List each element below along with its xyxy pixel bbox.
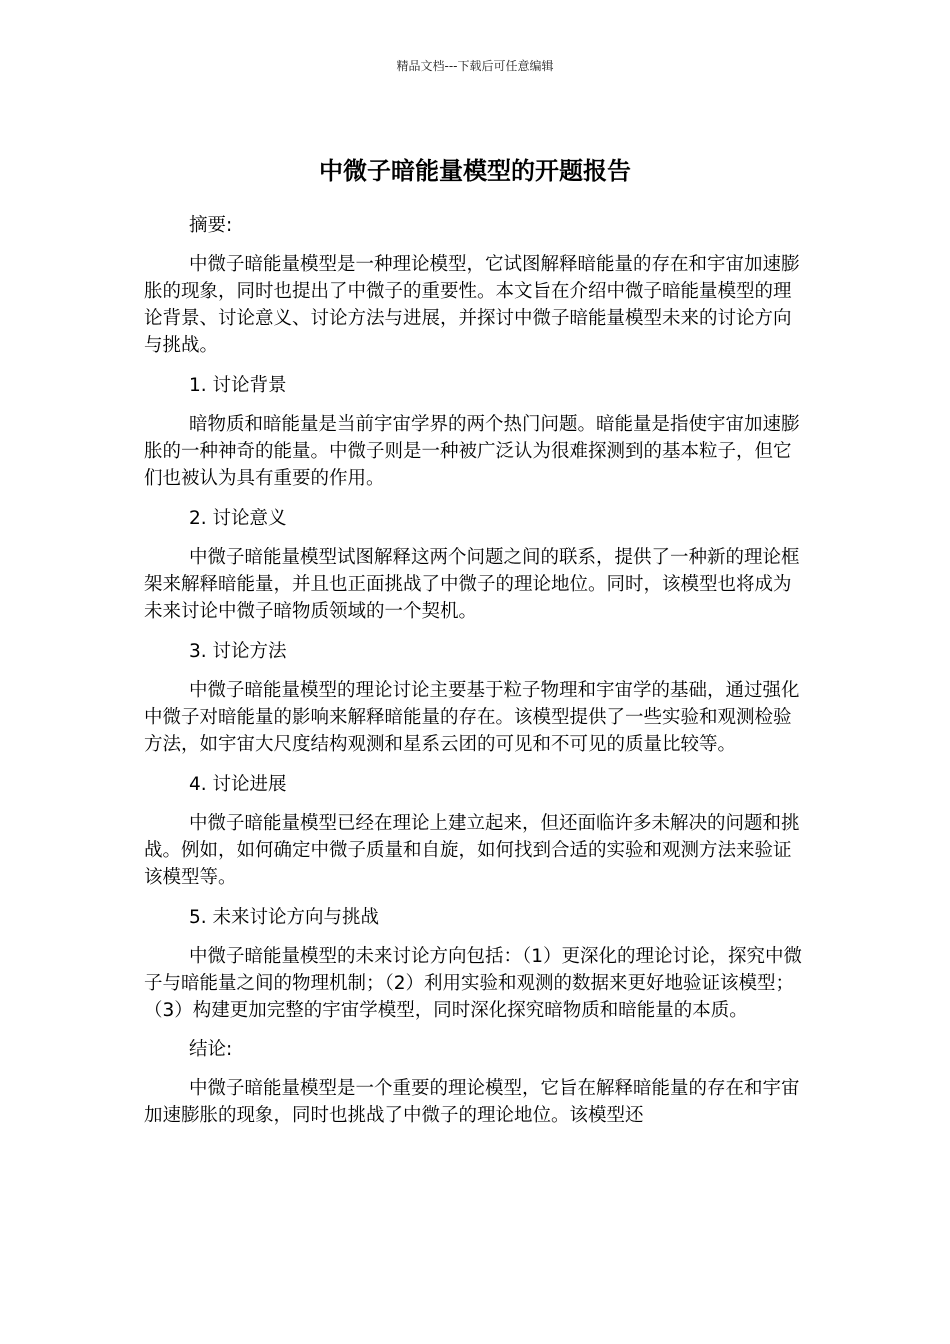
document-title: 中微子暗能量模型的开题报告 [319, 157, 631, 186]
conclusion-label: 结论: [189, 1039, 233, 1060]
abstract-label: 摘要: [189, 215, 233, 236]
section-heading-background: 1. 讨论背景 [189, 375, 287, 396]
section-paragraph-significance: 中微子暗能量模型试图解释这两个问题之间的联系，提供了一种新的理论框架来解释暗能量，并且也正面挑战了中微子的理论地位。同时，该模型也将成为未来讨论中微子暗物质领域的一个契机。 [144, 547, 800, 622]
section-paragraph-methods: 中微子暗能量模型的理论讨论主要基于粒子物理和宇宙学的基础，通过强化中微子对暗能量的影响来解释暗能量的存在。该模型提供了一些实验和观测检验方法，如宇宙大尺度结构观测和星系云团的可见和不可见的质量比较等。 [144, 680, 800, 755]
document-body [144, 212, 804, 1129]
section-heading-methods: 3. 讨论方法 [189, 641, 287, 662]
conclusion-paragraph: 中微子暗能量模型是一个重要的理论模型，它旨在解释暗能量的存在和宇宙加速膨胀的现象，同时也挑战了中微子的理论地位。该模型还 [144, 1078, 800, 1126]
section-heading-progress: 4. 讨论进展 [189, 774, 287, 795]
section-heading-significance: 2. 讨论意义 [189, 508, 287, 529]
section-paragraph-future: 中微子暗能量模型的未来讨论方向包括：（1）更深化的理论讨论，探究中微子与暗能量之间的物理机制；（2）利用实验和观测的数据来更好地验证该模型；（3）构建更加完整的宇宙学模型，同时深化探究暗物质和暗能量的本质。 [144, 946, 803, 1021]
header-note: 精品文档---下载后可任意编辑 [396, 59, 554, 73]
section-heading-future: 5. 未来讨论方向与挑战 [189, 907, 380, 928]
section-paragraph-progress: 中微子暗能量模型已经在理论上建立起来，但还面临许多未解决的问题和挑战。例如，如何确定中微子质量和自旋，如何找到合适的实验和观测方法来验证该模型等。 [144, 813, 800, 888]
section-paragraph-background: 暗物质和暗能量是当前宇宙学界的两个热门问题。暗能量是指使宇宙加速膨胀的一种神奇的能量。中微子则是一种被广泛认为很难探测到的基本粒子，但它们也被认为具有重要的作用。 [144, 414, 800, 489]
abstract-paragraph: 中微子暗能量模型是一种理论模型，它试图解释暗能量的存在和宇宙加速膨胀的现象，同时也提出了中微子的重要性。本文旨在介绍中微子暗能量模型的理论背景、讨论意义、讨论方法与进展，并探讨中微子暗能量模型未来的讨论方向与挑战。 [144, 254, 800, 356]
